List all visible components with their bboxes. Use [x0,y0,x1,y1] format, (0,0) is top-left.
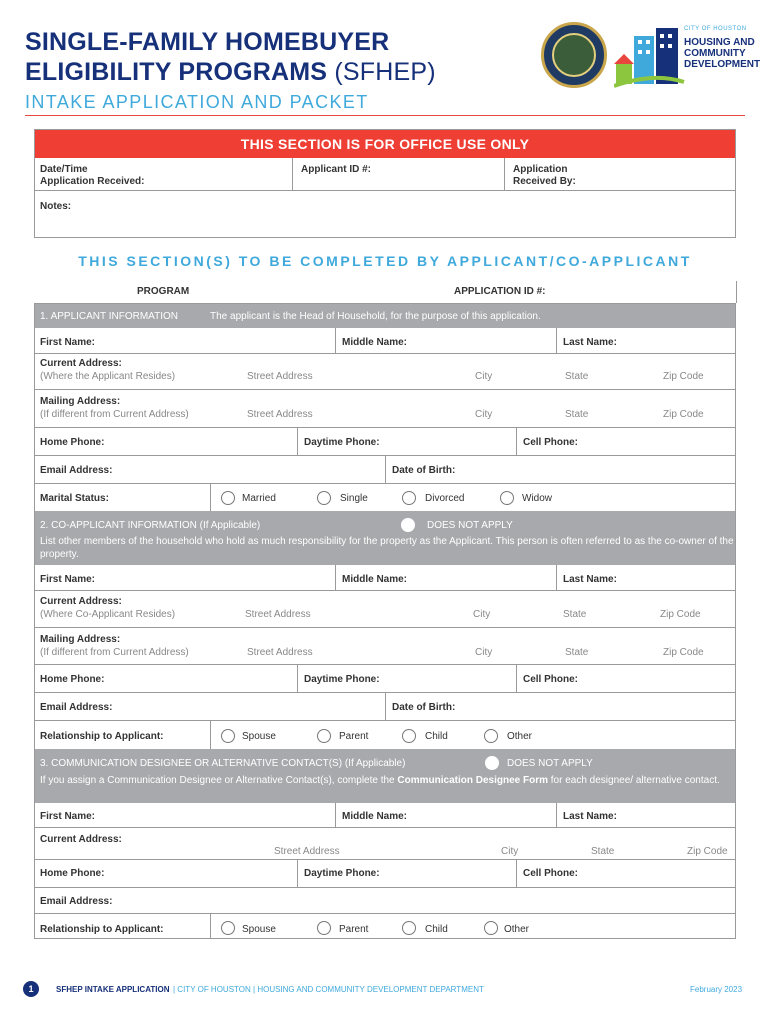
logo-city-text: CITY OF HOUSTON [684,26,747,32]
city-hint: City [501,846,519,857]
cd-rel-other-radio[interactable] [484,921,498,935]
state-hint: State [565,647,589,658]
cd-daytime-phone-label: Daytime Phone: [304,868,380,879]
state-hint: State [591,846,615,857]
cd-rel-spouse-radio[interactable] [221,921,235,935]
state-hint: State [565,371,589,382]
street-hint: Street Address [245,609,311,620]
co-cell-phone-label: Cell Phone: [523,674,579,685]
date-time-label: Date/Time [40,164,88,175]
mailing-address-hint: (If different from Current Address) [40,409,189,420]
cd-cell-phone-label: Cell Phone: [523,868,579,879]
section3-title: 3. COMMUNICATION DESIGNEE OR ALTERNATIVE CONTACT(S) (If Applicable) [40,758,406,769]
section1-band [35,304,735,328]
relationship-option: Parent [339,924,369,935]
section2-does-not-apply-radio[interactable] [401,518,415,532]
section3-desc-a: If you assign a Communication Designee or Alternative Contact(s), complete the [40,775,398,786]
notes-label: Notes: [40,201,72,212]
relationship-option: Child [425,731,448,742]
section3-does-not-apply-radio[interactable] [485,756,499,770]
zip-hint: Zip Code [663,647,704,658]
program-label: PROGRAM [137,286,190,297]
footer-doc-name: SFHEP INTAKE APPLICATION [56,985,170,994]
cell-phone-label: Cell Phone: [523,437,579,448]
application-id-label: APPLICATION ID #: [454,286,546,297]
marital-option: Married [242,493,276,504]
marital-status-label: Marital Status: [40,493,109,504]
email-label: Email Address: [40,465,113,476]
application-label: Application [513,164,568,175]
office-use-heading: THIS SECTION IS FOR OFFICE USE ONLY [35,130,735,158]
co-mailing-address-hint: (If different from Current Address) [40,647,189,658]
cd-rel-child-radio[interactable] [402,921,416,935]
state-hint: State [565,409,589,420]
first-name-label: First Name: [40,337,96,348]
logo-line1: HOUSING AND [684,37,755,48]
title-light: (SFHEP) [327,58,436,86]
co-current-address-label: Current Address: [40,596,122,607]
cd-current-address-label: Current Address: [40,834,122,845]
co-relationship-label: Relationship to Applicant: [40,731,164,742]
city-hint: City [475,409,493,420]
cd-relationship-label: Relationship to Applicant: [40,924,164,935]
mailing-address-label: Mailing Address: [40,396,121,407]
co-rel-other-radio[interactable] [484,729,498,743]
city-seal-logo [541,22,607,88]
home-phone-label: Home Phone: [40,437,105,448]
program-row [34,281,736,303]
daytime-phone-label: Daytime Phone: [304,437,380,448]
last-name-label: Last Name: [563,337,617,348]
marital-widow-radio[interactable] [500,491,514,505]
co-middle-name-label: Middle Name: [342,574,408,585]
page-number-badge: 1 [23,981,39,997]
marital-option: Widow [522,493,553,504]
title-bold: ELIGIBILITY PROGRAMS [25,58,328,86]
co-current-address-hint: (Where Co-Applicant Resides) [40,609,176,620]
relationship-option: Child [425,924,448,935]
footer-org: | CITY OF HOUSTON | HOUSING AND COMMUNITY DEVELOPMENT DEPARTMENT [173,985,484,994]
footer-date: February 2023 [690,985,743,994]
section3-desc [40,773,734,788]
marital-single-radio[interactable] [317,491,331,505]
zip-hint: Zip Code [660,609,701,620]
office-use-box [34,129,736,238]
application-received-label: Application Received: [40,176,145,187]
city-hint: City [475,647,493,658]
section2-does-not-apply: DOES NOT APPLY [427,520,513,531]
section2-desc: List other members of the household who hold as much responsibility for the property as the Applicant. This person is often referred to as the co-owner of the property. [40,536,734,560]
cd-middle-name-label: Middle Name: [342,811,408,822]
zip-hint: Zip Code [663,371,704,382]
marital-divorced-radio[interactable] [402,491,416,505]
applicant-id-label: Applicant ID #: [301,164,372,175]
marital-option: Divorced [425,493,465,504]
section1-title: 1. APPLICANT INFORMATION [40,311,178,322]
section1-note: The applicant is the Head of Household, for the purpose of this application. [210,311,541,322]
co-daytime-phone-label: Daytime Phone: [304,674,380,685]
header-divider [25,115,745,116]
co-rel-parent-radio[interactable] [317,729,331,743]
form-title-line2 [25,58,436,87]
co-mailing-address-label: Mailing Address: [40,634,121,645]
street-hint: Street Address [247,409,313,420]
relationship-option: Parent [339,731,369,742]
section3-does-not-apply: DOES NOT APPLY [507,758,593,769]
form-title-line1: SINGLE-FAMILY HOMEBUYER [25,28,390,56]
applicant-form [34,303,736,939]
applicant-section-heading: THIS SECTION(S) TO BE COMPLETED BY APPLICANT/CO-APPLICANT [78,253,692,269]
street-hint: Street Address [247,371,313,382]
zip-hint: Zip Code [663,409,704,420]
relationship-option: Other [504,924,530,935]
co-first-name-label: First Name: [40,574,96,585]
marital-married-radio[interactable] [221,491,235,505]
relationship-option: Spouse [242,731,276,742]
communication-designee-form: Communication Designee Form [397,775,548,786]
cd-last-name-label: Last Name: [563,811,617,822]
street-hint: Street Address [247,647,313,658]
cd-first-name-label: First Name: [40,811,96,822]
co-dob-label: Date of Birth: [392,702,456,713]
logo-line3: DEVELOPMENT [684,59,761,70]
co-rel-child-radio[interactable] [402,729,416,743]
cd-home-phone-label: Home Phone: [40,868,105,879]
form-subtitle: INTAKE APPLICATION AND PACKET [25,92,369,112]
logo-line2: COMMUNITY [684,48,746,59]
cd-rel-parent-radio[interactable] [317,921,331,935]
co-last-name-label: Last Name: [563,574,617,585]
marital-option: Single [340,493,368,504]
street-hint: Street Address [274,846,340,857]
co-email-label: Email Address: [40,702,113,713]
current-address-hint: (Where the Applicant Resides) [40,371,176,382]
state-hint: State [563,609,587,620]
received-by-label: Received By: [513,176,576,187]
city-hint: City [475,371,493,382]
co-rel-spouse-radio[interactable] [221,729,235,743]
relationship-option: Spouse [242,924,276,935]
section2-title: 2. CO-APPLICANT INFORMATION (If Applicable) [40,520,261,531]
co-home-phone-label: Home Phone: [40,674,105,685]
dob-label: Date of Birth: [392,465,456,476]
relationship-option: Other [507,731,533,742]
section3-band [35,749,735,803]
city-hint: City [473,609,491,620]
current-address-label: Current Address: [40,358,122,369]
cd-email-label: Email Address: [40,896,113,907]
zip-hint: Zip Code [687,846,728,857]
middle-name-label: Middle Name: [342,337,408,348]
section2-band [35,511,735,565]
section3-desc-b: for each designee/ alternative contact. [547,775,720,786]
